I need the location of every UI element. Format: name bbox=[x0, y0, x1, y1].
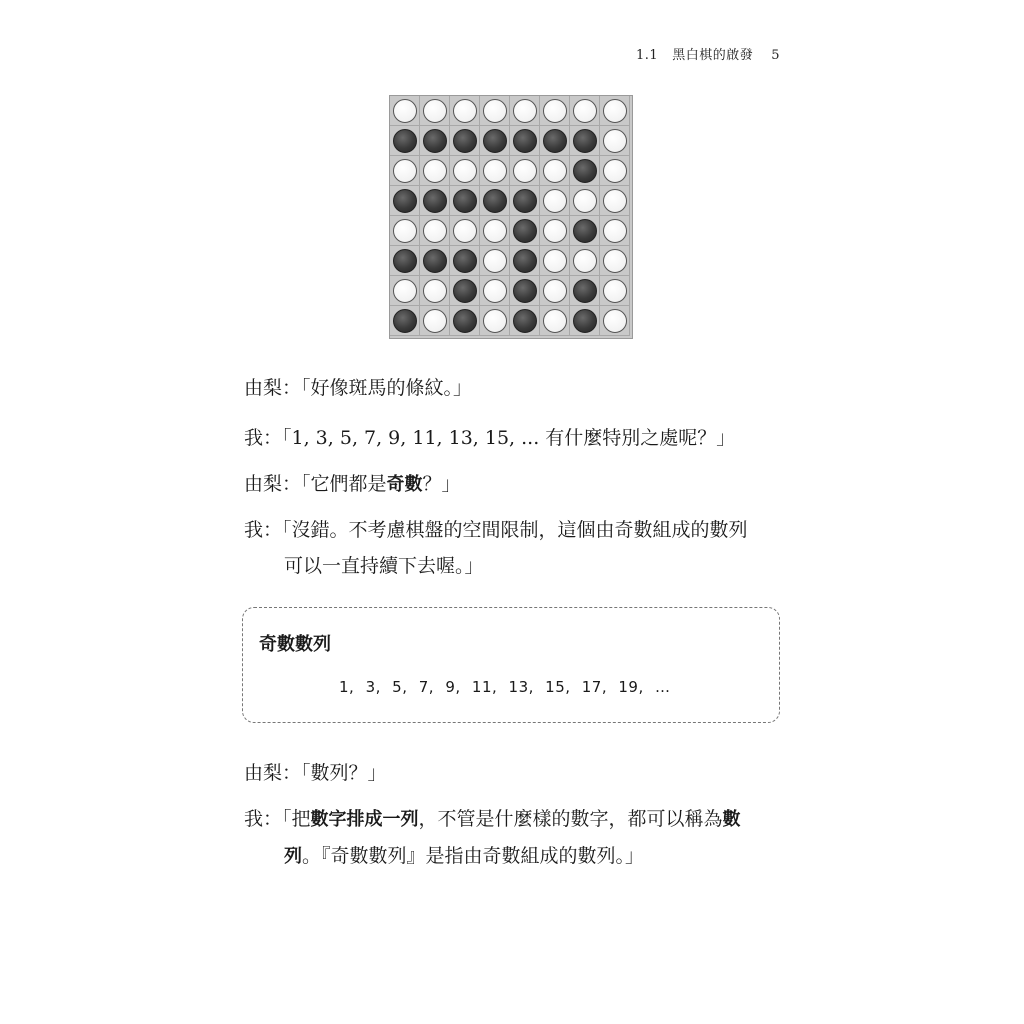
dialogue-text: 「它們都是 bbox=[301, 473, 387, 495]
black-stone bbox=[393, 129, 417, 153]
page-number: 5 bbox=[771, 48, 780, 63]
white-stone bbox=[603, 99, 627, 123]
black-stone bbox=[513, 279, 537, 303]
board-cell bbox=[540, 126, 570, 156]
speaker-label: 由梨： bbox=[244, 762, 302, 784]
black-stone bbox=[423, 249, 447, 273]
black-stone bbox=[423, 129, 447, 153]
speaker-label: 由梨： bbox=[244, 377, 302, 399]
dialogue-line bbox=[244, 801, 784, 875]
board-cell bbox=[570, 126, 600, 156]
board-cell bbox=[540, 246, 570, 276]
white-stone bbox=[573, 249, 597, 273]
board-cell bbox=[510, 216, 540, 246]
board-cell bbox=[540, 276, 570, 306]
board-cell bbox=[420, 156, 450, 186]
board-cell bbox=[510, 96, 540, 126]
white-stone bbox=[603, 249, 627, 273]
white-stone bbox=[603, 309, 627, 333]
board-cell bbox=[540, 216, 570, 246]
board-cell bbox=[480, 216, 510, 246]
dialogue-text: 「沒錯。不考慮棋盤的空間限制，這個由奇數組成的數列 bbox=[282, 519, 748, 541]
black-stone bbox=[573, 219, 597, 243]
white-stone bbox=[423, 99, 447, 123]
definition-box bbox=[242, 607, 780, 723]
black-stone bbox=[573, 279, 597, 303]
board-cell bbox=[480, 156, 510, 186]
board-cell bbox=[420, 186, 450, 216]
black-stone bbox=[573, 309, 597, 333]
board-cell bbox=[600, 156, 630, 186]
white-stone bbox=[603, 189, 627, 213]
board-cell bbox=[450, 156, 480, 186]
white-stone bbox=[603, 129, 627, 153]
white-stone bbox=[543, 159, 567, 183]
white-stone bbox=[483, 309, 507, 333]
board-cell bbox=[390, 156, 420, 186]
black-stone bbox=[483, 129, 507, 153]
white-stone bbox=[483, 249, 507, 273]
board-cell bbox=[390, 186, 420, 216]
white-stone bbox=[423, 279, 447, 303]
black-stone bbox=[453, 129, 477, 153]
board-cell bbox=[510, 276, 540, 306]
board-cell bbox=[420, 306, 450, 336]
black-stone bbox=[513, 129, 537, 153]
white-stone bbox=[483, 99, 507, 123]
white-stone bbox=[573, 99, 597, 123]
black-stone bbox=[393, 189, 417, 213]
white-stone bbox=[393, 279, 417, 303]
board-cell bbox=[480, 276, 510, 306]
black-stone bbox=[543, 129, 567, 153]
running-head bbox=[636, 44, 780, 63]
white-stone bbox=[483, 279, 507, 303]
board-cell bbox=[570, 216, 600, 246]
white-stone bbox=[543, 219, 567, 243]
board-cell bbox=[570, 306, 600, 336]
black-stone bbox=[513, 309, 537, 333]
board-cell bbox=[480, 246, 510, 276]
black-stone bbox=[453, 189, 477, 213]
white-stone bbox=[393, 219, 417, 243]
black-stone bbox=[513, 219, 537, 243]
black-stone bbox=[453, 279, 477, 303]
black-stone bbox=[393, 249, 417, 273]
emphasis-text: 列 bbox=[284, 846, 302, 867]
dialogue-text: ，不管是什麼樣的數字，都可以稱為 bbox=[418, 808, 723, 830]
black-stone bbox=[453, 249, 477, 273]
board-cell bbox=[450, 246, 480, 276]
white-stone bbox=[543, 309, 567, 333]
board-cell bbox=[420, 216, 450, 246]
board-cell bbox=[480, 306, 510, 336]
black-stone bbox=[573, 159, 597, 183]
emphasis-text: 數 bbox=[722, 809, 741, 830]
white-stone bbox=[453, 219, 477, 243]
board-cell bbox=[570, 246, 600, 276]
board-cell bbox=[600, 306, 630, 336]
dialogue-line bbox=[244, 370, 784, 406]
black-stone bbox=[393, 309, 417, 333]
board-cell bbox=[450, 306, 480, 336]
board-cell bbox=[600, 216, 630, 246]
board-cell bbox=[390, 276, 420, 306]
othello-board bbox=[389, 95, 633, 339]
white-stone bbox=[573, 189, 597, 213]
definition-sequence: 1, 3, 5, 7, 9, 11, 13, 15, 17, 19, … bbox=[339, 678, 671, 696]
dialogue-text: 「把 bbox=[282, 808, 311, 830]
board-cell bbox=[390, 126, 420, 156]
board-cell bbox=[510, 246, 540, 276]
white-stone bbox=[603, 159, 627, 183]
board-cell bbox=[540, 96, 570, 126]
dialogue-text: 「數列？」 bbox=[301, 762, 387, 784]
board-cell bbox=[480, 126, 510, 156]
emphasis-text: 數字排成一列 bbox=[310, 809, 419, 830]
speaker-label: 我： bbox=[244, 808, 283, 830]
dialogue-line bbox=[244, 420, 784, 456]
white-stone bbox=[513, 99, 537, 123]
board-cell bbox=[600, 126, 630, 156]
black-stone bbox=[573, 129, 597, 153]
dialogue-line bbox=[244, 466, 784, 503]
board-cell bbox=[600, 276, 630, 306]
white-stone bbox=[513, 159, 537, 183]
white-stone bbox=[423, 159, 447, 183]
board-cell bbox=[570, 276, 600, 306]
white-stone bbox=[603, 219, 627, 243]
white-stone bbox=[543, 249, 567, 273]
board-cell bbox=[480, 186, 510, 216]
board-cell bbox=[600, 96, 630, 126]
dialogue-text: ？」 bbox=[422, 473, 461, 495]
board-cell bbox=[390, 96, 420, 126]
board-cell bbox=[450, 126, 480, 156]
board-cell bbox=[390, 246, 420, 276]
dialogue-continuation: 可以一直持續下去喔。」 bbox=[284, 555, 484, 577]
speaker-label: 我： bbox=[244, 427, 283, 449]
board-cell bbox=[450, 186, 480, 216]
board-cell bbox=[600, 186, 630, 216]
white-stone bbox=[543, 279, 567, 303]
white-stone bbox=[453, 99, 477, 123]
board-cell bbox=[570, 156, 600, 186]
speaker-label: 我： bbox=[244, 519, 283, 541]
black-stone bbox=[423, 189, 447, 213]
white-stone bbox=[483, 219, 507, 243]
black-stone bbox=[513, 189, 537, 213]
board-cell bbox=[390, 306, 420, 336]
white-stone bbox=[393, 159, 417, 183]
white-stone bbox=[393, 99, 417, 123]
board-cell bbox=[450, 216, 480, 246]
speaker-label: 由梨： bbox=[244, 473, 302, 495]
section-number: 1.1 bbox=[636, 48, 659, 63]
board-cell bbox=[600, 246, 630, 276]
board-cell bbox=[510, 306, 540, 336]
board-cell bbox=[540, 306, 570, 336]
board-cell bbox=[480, 96, 510, 126]
white-stone bbox=[603, 279, 627, 303]
board-cell bbox=[510, 126, 540, 156]
dialogue-line bbox=[244, 512, 784, 584]
emphasis-text: 奇數 bbox=[386, 474, 423, 495]
board-cell bbox=[390, 216, 420, 246]
white-stone bbox=[543, 189, 567, 213]
board-grid bbox=[390, 96, 632, 338]
board-cell bbox=[420, 126, 450, 156]
black-stone bbox=[513, 249, 537, 273]
dialogue-line bbox=[244, 755, 784, 791]
board-cell bbox=[540, 156, 570, 186]
dialogue-text: 「好像斑馬的條紋。」 bbox=[301, 377, 473, 399]
board-cell bbox=[450, 96, 480, 126]
board-cell bbox=[570, 96, 600, 126]
board-cell bbox=[420, 276, 450, 306]
board-cell bbox=[540, 186, 570, 216]
white-stone bbox=[423, 309, 447, 333]
white-stone bbox=[483, 159, 507, 183]
board-cell bbox=[570, 186, 600, 216]
board-cell bbox=[510, 156, 540, 186]
board-cell bbox=[450, 276, 480, 306]
white-stone bbox=[423, 219, 447, 243]
section-title: 黑白棋的啟發 bbox=[672, 48, 754, 63]
board-cell bbox=[510, 186, 540, 216]
black-stone bbox=[483, 189, 507, 213]
white-stone bbox=[453, 159, 477, 183]
dialogue-continuation: 。『奇數數列』是指由奇數組成的數列。」 bbox=[302, 845, 645, 867]
white-stone bbox=[543, 99, 567, 123]
dialogue-text: 「1, 3, 5, 7, 9, 11, 13, 15, ... 有什麼特別之處呢？」 bbox=[282, 427, 736, 449]
definition-title: 奇數數列 bbox=[259, 634, 331, 655]
board-cell bbox=[420, 96, 450, 126]
black-stone bbox=[453, 309, 477, 333]
board-cell bbox=[420, 246, 450, 276]
